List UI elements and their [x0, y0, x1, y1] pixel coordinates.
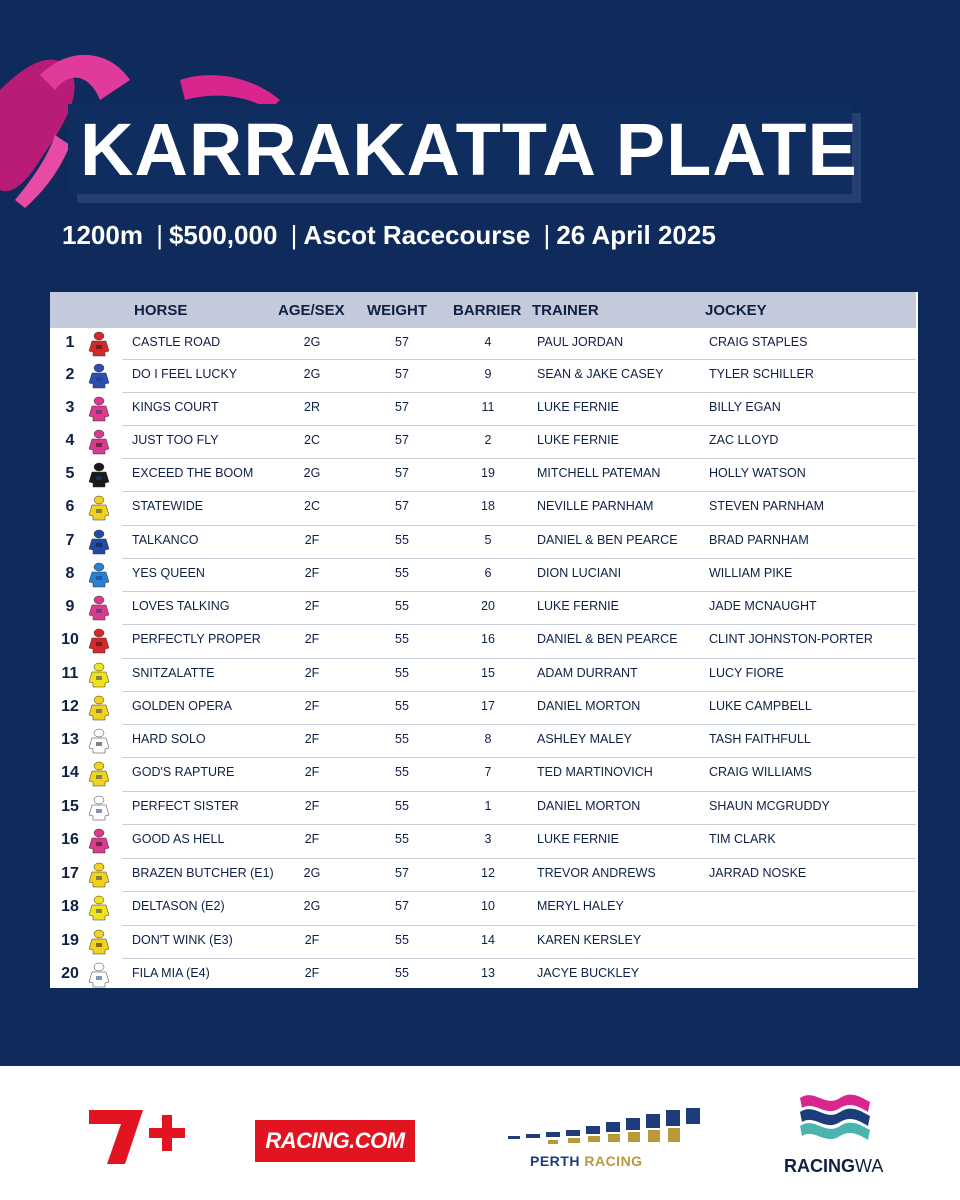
jockey-name: ZAC LLOYD: [709, 433, 779, 447]
table-row: [50, 926, 916, 959]
table-row: [50, 526, 916, 559]
runner-number: 15: [61, 798, 79, 815]
age-sex: 2F: [304, 699, 320, 713]
age-sex: 2F: [304, 632, 320, 646]
weight: 55: [395, 699, 409, 713]
horse-name: TALKANCO: [132, 533, 199, 547]
runner-number: 10: [61, 631, 79, 648]
seven-plus-text: 7+: [85, 1106, 87, 1107]
runner-number: 16: [61, 831, 79, 848]
age-sex: 2C: [304, 433, 320, 447]
jockey-silk-icon: [88, 929, 110, 955]
weight: 55: [395, 566, 409, 580]
runner-number: 19: [61, 932, 79, 949]
runner-number: 5: [65, 465, 75, 482]
col-jockey: JOCKEY: [705, 302, 767, 319]
weight: 55: [395, 666, 409, 680]
col-trainer: TRAINER: [532, 302, 599, 319]
jockey-silk-icon: [88, 562, 110, 588]
runner-number: 13: [61, 731, 79, 748]
trainer-name: ADAM DURRANT: [537, 666, 638, 680]
weight: 55: [395, 832, 409, 846]
runner-number: 3: [65, 399, 75, 416]
barrier: 16: [481, 632, 495, 646]
racing-com-logo: [255, 1120, 415, 1162]
table-row: [50, 625, 916, 659]
jockey-name: JADE MCNAUGHT: [709, 599, 817, 613]
age-sex: 2F: [304, 832, 320, 846]
weight: 55: [395, 533, 409, 547]
table-row: [50, 559, 916, 592]
jockey-silk-icon: [88, 595, 110, 621]
weight: 55: [395, 599, 409, 613]
weight: 57: [395, 335, 409, 349]
barrier: 9: [484, 367, 492, 381]
trainer-name: LUKE FERNIE: [537, 433, 619, 447]
race-prize: $500,000: [168, 220, 278, 250]
barrier: 6: [484, 566, 492, 580]
barrier: 3: [484, 832, 492, 846]
race-date: 26 April 2025: [556, 220, 716, 250]
weight: 57: [395, 367, 409, 381]
table-row: [50, 360, 916, 393]
trainer-name: LUKE FERNIE: [537, 832, 619, 846]
jockey-name: LUKE CAMPBELL: [709, 699, 812, 713]
col-agesex: AGE/SEX: [278, 302, 345, 319]
horse-name: PERFECT SISTER: [132, 799, 239, 813]
weight: 55: [395, 632, 409, 646]
age-sex: 2F: [304, 933, 320, 947]
runner-number: 18: [61, 898, 79, 915]
jockey-name: CRAIG STAPLES: [709, 335, 808, 349]
weight: 55: [395, 765, 409, 779]
trainer-name: JACYE BUCKLEY: [537, 966, 640, 980]
table-row: [50, 492, 916, 526]
jockey-silk-icon: [88, 396, 110, 422]
jockey-silk-icon: [88, 795, 110, 821]
race-title: KARRAKATTA PLATE: [80, 108, 858, 191]
runner-number: 8: [65, 565, 75, 582]
table-row: [50, 725, 916, 758]
age-sex: 2F: [304, 666, 320, 680]
age-sex: 2F: [304, 599, 320, 613]
runner-number: 12: [61, 698, 79, 715]
trainer-name: DION LUCIANI: [537, 566, 622, 580]
trainer-name: DANIEL & BEN PEARCE: [537, 533, 678, 547]
seven-plus-logo: [85, 1106, 190, 1168]
table-row: [50, 859, 916, 892]
col-barrier: BARRIER: [453, 302, 522, 319]
horse-name: LOVES TALKING: [132, 599, 230, 613]
jockey-silk-icon: [88, 363, 110, 389]
age-sex: 2R: [304, 400, 320, 414]
jockey-silk-icon: [88, 895, 110, 921]
racing-wa-logo: [790, 1088, 880, 1150]
horse-name: GOLDEN OPERA: [132, 699, 233, 713]
runner-number: 2: [65, 366, 75, 383]
barrier: 18: [481, 499, 495, 513]
runner-number: 14: [61, 764, 79, 781]
jockey-name: WILLIAM PIKE: [709, 566, 793, 580]
table-row: [50, 692, 916, 725]
trainer-name: DANIEL MORTON: [537, 799, 641, 813]
horse-name: GOD'S RAPTURE: [132, 765, 235, 779]
race-details: [62, 220, 716, 251]
separator: |: [290, 220, 298, 250]
horse-name: CASTLE ROAD: [132, 335, 221, 349]
weight: 57: [395, 866, 409, 880]
racing-wa-word: RACING: [784, 1156, 855, 1176]
barrier: 17: [481, 699, 495, 713]
horse-name: BRAZEN BUTCHER (E1): [132, 866, 274, 880]
runner-number: 9: [65, 598, 75, 615]
weight: 57: [395, 499, 409, 513]
col-weight: WEIGHT: [367, 302, 427, 319]
table-row: [50, 825, 916, 859]
race-venue: Ascot Racecourse: [303, 220, 531, 250]
jockey-silk-icon: [88, 761, 110, 787]
trainer-name: SEAN & JAKE CASEY: [537, 367, 664, 381]
runner-number: 20: [61, 965, 79, 982]
jockey-silk-icon: [88, 429, 110, 455]
jockey-name: HOLLY WATSON: [709, 466, 806, 480]
table-row: [50, 892, 916, 926]
age-sex: 2C: [304, 499, 320, 513]
weight: 57: [395, 433, 409, 447]
trainer-name: MERYL HALEY: [537, 899, 624, 913]
table-row: [50, 426, 916, 459]
perth-racing-text: [530, 1153, 643, 1169]
age-sex: 2F: [304, 966, 320, 980]
trainer-name: TREVOR ANDREWS: [537, 866, 656, 880]
table-row: [50, 758, 916, 792]
trainer-name: DANIEL & BEN PEARCE: [537, 632, 678, 646]
jockey-name: CLINT JOHNSTON-PORTER: [709, 632, 873, 646]
age-sex: 2F: [304, 732, 320, 746]
trainer-name: LUKE FERNIE: [537, 599, 619, 613]
barrier: 13: [481, 966, 495, 980]
horse-name: STATEWIDE: [132, 499, 204, 513]
runner-number: 17: [61, 865, 79, 882]
trainer-name: DANIEL MORTON: [537, 699, 641, 713]
age-sex: 2F: [304, 765, 320, 779]
trainer-name: NEVILLE PARNHAM: [537, 499, 654, 513]
separator: |: [156, 220, 163, 250]
runner-number: 1: [65, 334, 75, 351]
horse-name: HARD SOLO: [132, 732, 206, 746]
runner-number: 7: [65, 532, 75, 549]
table-row: [50, 959, 916, 988]
age-sex: 2G: [303, 367, 321, 381]
horse-name: DELTASON (E2): [132, 899, 225, 913]
horse-name: JUST TOO FLY: [132, 433, 219, 447]
age-sex: 2G: [303, 899, 321, 913]
horse-name: YES QUEEN: [132, 566, 205, 580]
jockey-silk-icon: [88, 628, 110, 654]
horse-name: PERFECTLY PROPER: [132, 632, 261, 646]
trainer-name: LUKE FERNIE: [537, 400, 619, 414]
weight: 55: [395, 732, 409, 746]
weight: 55: [395, 799, 409, 813]
title-banner: [68, 104, 858, 194]
jockey-name: JARRAD NOSKE: [709, 866, 807, 880]
table-row: [50, 592, 916, 625]
runner-number: 4: [65, 432, 75, 449]
racing-com-text: RACING.COM: [265, 1128, 405, 1153]
barrier: 5: [484, 533, 492, 547]
barrier: 8: [484, 732, 492, 746]
age-sex: 2G: [303, 866, 321, 880]
age-sex: 2G: [303, 466, 321, 480]
trainer-name: ASHLEY MALEY: [537, 732, 632, 746]
barrier: 14: [481, 933, 495, 947]
barrier: 12: [481, 866, 495, 880]
jockey-silk-icon: [88, 695, 110, 721]
jockey-name: SHAUN MCGRUDDY: [709, 799, 830, 813]
barrier: 20: [481, 599, 495, 613]
age-sex: 2F: [304, 799, 320, 813]
barrier: 15: [481, 666, 495, 680]
horse-name: SNITZALATTE: [132, 666, 215, 680]
separator: |: [543, 220, 551, 250]
barrier: 4: [484, 335, 492, 349]
jockey-silk-icon: [88, 962, 110, 988]
table-header: [50, 292, 916, 328]
barrier: 11: [481, 400, 495, 414]
trainer-name: TED MARTINOVICH: [537, 765, 653, 779]
barrier: 10: [481, 899, 495, 913]
jockey-name: TASH FAITHFULL: [709, 732, 811, 746]
jockey-silk-icon: [88, 495, 110, 521]
jockey-name: TYLER SCHILLER: [709, 367, 814, 381]
age-sex: 2F: [304, 533, 320, 547]
weight: 57: [395, 899, 409, 913]
jockey-name: CRAIG WILLIAMS: [709, 765, 812, 779]
horse-name: DO I FEEL LUCKY: [132, 367, 238, 381]
jockey-name: LUCY FIORE: [709, 666, 784, 680]
horse-name: DON'T WINK (E3): [132, 933, 233, 947]
jockey-silk-icon: [88, 462, 110, 488]
jockey-name: BILLY EGAN: [709, 400, 781, 414]
jockey-silk-icon: [88, 662, 110, 688]
jockey-name: STEVEN PARNHAM: [709, 499, 825, 513]
jockey-silk-icon: [88, 728, 110, 754]
weight: 55: [395, 933, 409, 947]
jockey-silk-icon: [88, 529, 110, 555]
table-row: [50, 328, 916, 360]
trainer-name: MITCHELL PATEMAN: [537, 466, 661, 480]
racing-wa-text: [784, 1156, 883, 1177]
racing-word: RACING: [584, 1153, 643, 1169]
horse-name: GOOD AS HELL: [132, 832, 225, 846]
table-row: [50, 792, 916, 825]
jockey-silk-icon: [88, 862, 110, 888]
table-row: [50, 393, 916, 426]
jockey-silk-icon: [88, 828, 110, 854]
table-row: [50, 459, 916, 492]
perth-word: PERTH: [530, 1153, 580, 1169]
jockey-name: TIM CLARK: [709, 832, 776, 846]
horse-name: FILA MIA (E4): [132, 966, 210, 980]
jockey-silk-icon: [88, 331, 110, 357]
race-distance: 1200m: [62, 220, 143, 250]
barrier: 2: [484, 433, 492, 447]
trainer-name: PAUL JORDAN: [537, 335, 624, 349]
barrier: 19: [481, 466, 495, 480]
wa-word: WA: [855, 1156, 884, 1176]
horse-name: KINGS COURT: [132, 400, 219, 414]
jockey-name: BRAD PARNHAM: [709, 533, 809, 547]
weight: 55: [395, 966, 409, 980]
runner-number: 11: [61, 665, 79, 682]
horse-name: EXCEED THE BOOM: [132, 466, 254, 480]
age-sex: 2G: [303, 335, 321, 349]
age-sex: 2F: [304, 566, 320, 580]
barrier: 7: [484, 765, 492, 779]
field-table: [50, 292, 918, 988]
col-horse: HORSE: [134, 302, 188, 319]
sponsor-footer: [0, 1066, 960, 1200]
trainer-name: KAREN KERSLEY: [537, 933, 642, 947]
weight: 57: [395, 466, 409, 480]
table-row: [50, 659, 916, 692]
runner-number: 6: [65, 498, 75, 515]
barrier: 1: [484, 799, 492, 813]
weight: 57: [395, 400, 409, 414]
